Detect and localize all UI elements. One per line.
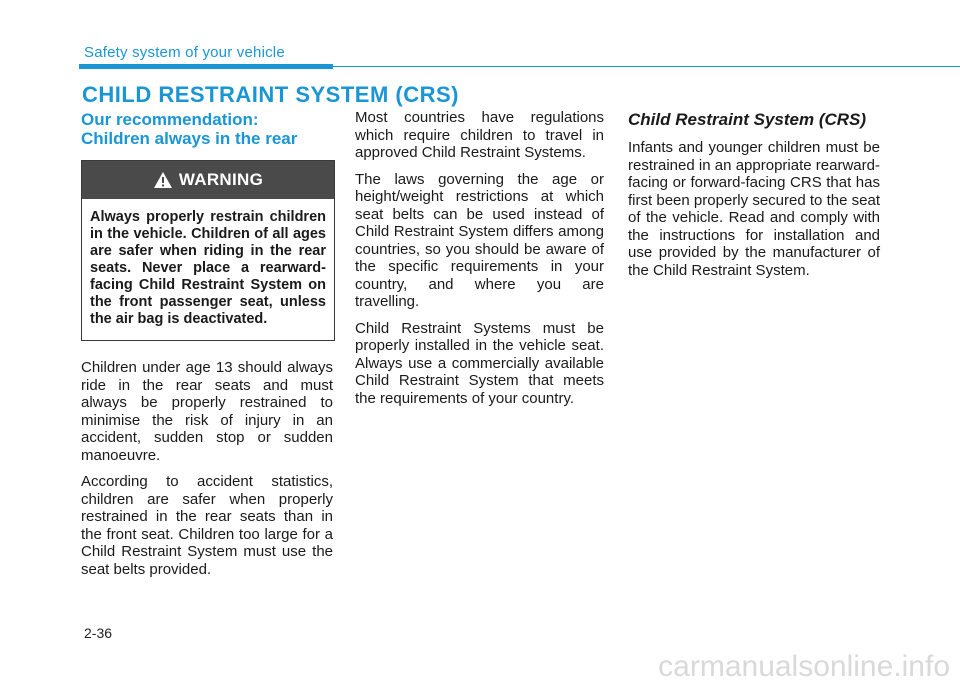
watermark-url[interactable]: carmanualsonline.info xyxy=(658,650,950,683)
paragraph: Child Restraint Systems must be properly installed in the vehicle seat. Always use a commercially available Child Restraint System that meets the requirements of your country. xyxy=(355,319,604,407)
subhead-line-1: Our recommendation: xyxy=(81,110,259,129)
warning-label: WARNING xyxy=(178,170,264,190)
warning-header xyxy=(82,161,334,199)
paragraph: Infants and younger children must be restrained in an appropriate rearward-facing or forward-facing CRS that has first been properly secured to the seat of the vehicle. Read and comply with the instructions for installation and use provided by the manufacturer of the Child Restraint System. xyxy=(628,139,880,279)
column-1 xyxy=(81,110,333,587)
section-title: CHILD RESTRAINT SYSTEM (CRS) xyxy=(82,82,459,107)
chapter-title: Safety system of your vehicle xyxy=(84,44,285,61)
warning-triangle-icon xyxy=(153,171,173,189)
header-rule xyxy=(333,66,960,67)
warning-text: Always properly restrain children in the vehicle. Children of all ages are safer when riding in the rear seats. Never place a rearward-facing Child Restraint System on the front passenger seat, unless the air bag is deactivated. xyxy=(90,209,326,327)
recommendation-subhead xyxy=(81,110,333,148)
column-3 xyxy=(628,110,880,288)
header-accent-bar xyxy=(79,64,333,69)
paragraph: According to accident statistics, children are safer when properly restrained in the rear seats than in the front seat. Children too large for a Child Restraint System must use the seat belts provided. xyxy=(81,473,333,578)
column-2 xyxy=(355,109,604,416)
warning-box xyxy=(81,160,335,341)
page-number: 2-36 xyxy=(84,625,113,641)
paragraph: Most countries have regulations which require children to travel in approved Child Restraint Systems. xyxy=(355,109,604,161)
crs-heading: Child Restraint System (CRS) xyxy=(628,110,867,129)
paragraph: Children under age 13 should always ride in the rear seats and must always be properly restrained to minimise the risk of injury in an accident, sudden stop or sudden manoeuvre. xyxy=(81,359,333,464)
paragraph: The laws governing the age or height/weight restrictions at which seat belts can be used instead of Child Restraint System differs among countries, so you should be aware of the specific requirements in your country, and where you are travelling. xyxy=(355,170,604,310)
subhead-line-2: Children always in the rear xyxy=(81,129,298,148)
